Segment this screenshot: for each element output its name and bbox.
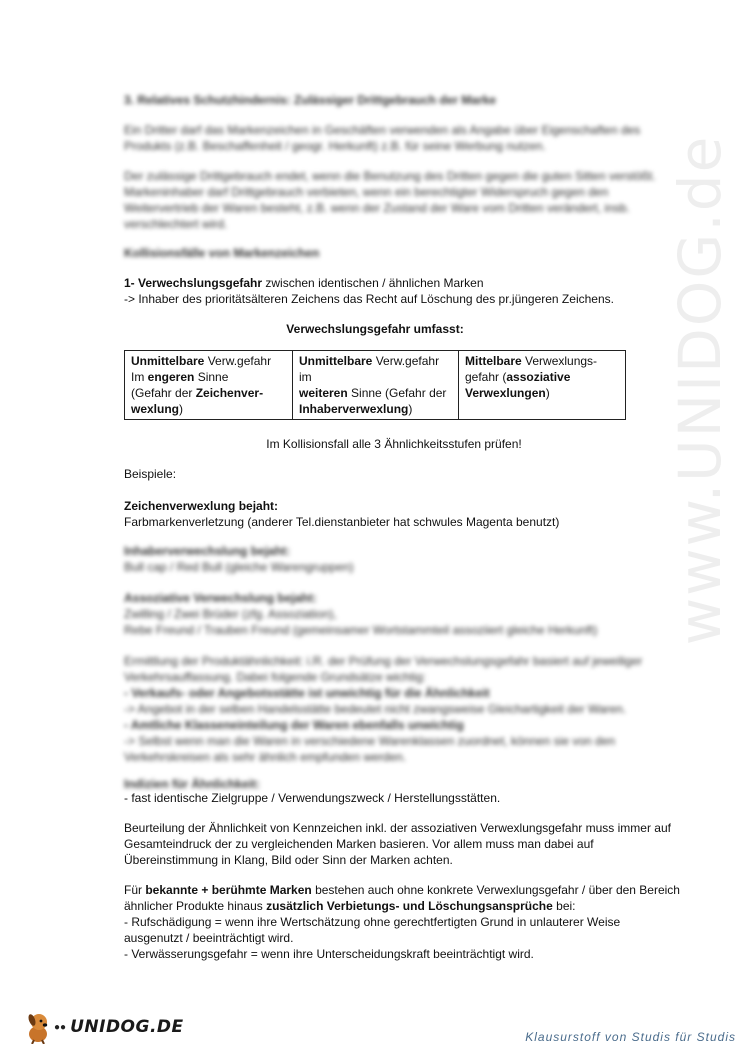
assoz-heading: Assoziative Verwechslung bejaht: — [124, 591, 317, 605]
ermittlung-line: Ermittlung der Produktähnlichkeit: i.R. der Prüfung der Verwechslungsgefahr basiert auf jeweiliger — [124, 654, 643, 668]
indizien-heading: Indizien für Ähnlichkeit: — [124, 777, 261, 791]
paragraph-line: Produkts (z.B. Beschaffenheit / geogr. Herkunft) z.B. für seine Werbung nutzen. — [124, 139, 546, 153]
kollision-heading: Kollisionsfälle von Markenzeichen — [124, 246, 320, 260]
table-cell-mittelbar: Mittelbare Verwexlungs- gefahr (assoziative Verwexlungen) — [465, 354, 598, 400]
zeichen-text: Farbmarkenverletzung (anderer Tel.dienstanbieter hat schwules Magenta benutzt) — [124, 515, 560, 529]
inhaber-text: Bull cap / Red Bull (gleiche Warengruppen) — [124, 560, 354, 574]
ermittlung-line: Verkehrskreisen als sehr ähnlich empfunden werden. — [124, 750, 407, 764]
section1-line: -> Inhaber des prioritätsälteren Zeichens das Recht auf Löschung des pr.jüngeren Zeichens. — [124, 292, 614, 306]
section1-title: 1- Verwechslungsgefahr zwischen identischen / ähnlichen Marken — [124, 276, 484, 290]
bekannt-line: - Rufschädigung = wenn ihre Wertschätzung ohne gerechtfertigten Grund in unlauterer Weise — [124, 915, 621, 929]
ermittlung-line: - Amtliche Klasseneinteilung der Waren ebenfalls unwichtig — [124, 718, 464, 732]
ermittlung-line: - Verkaufs- oder Angebotsstätte ist unwichtig für die Ähnlichkeit — [124, 686, 490, 700]
paw-icon: ●● — [54, 1021, 67, 1033]
paragraph-line: Der zulässige Drittgebrauch endet, wenn die Benutzung des Dritten gegen die guten Sitten verstößt. — [124, 169, 656, 183]
table-caption: Verwechslungsgefahr umfasst: — [286, 322, 464, 336]
zeichen-heading: Zeichenverwexlung bejaht: — [124, 499, 279, 513]
bekannt-line: ausgenutzt / beeinträchtigt wird. — [124, 931, 294, 945]
ermittlung-line: Verkehrsauffassung. Dabei folgende Grundsätze wichtig: — [124, 670, 426, 684]
paragraph-line: Weitervertrieb der Waren besteht, z.B. wenn der Zustand der Ware vom Dritten verändert, insb. — [124, 201, 630, 215]
comparison-table — [124, 350, 626, 420]
beurteilung-line: Gesamteindruck der zu vergleichenden Marken basieren. Vor allem muss man dabei auf — [124, 837, 594, 851]
ermittlung-line: -> Angebot in der selben Handelsstätte bedeutet nicht zwangsweise Gleichartigkeit der Waren. — [124, 702, 627, 716]
paragraph-line: Ein Dritter darf das Markenzeichen in Geschäften verwenden als Angabe über Eigenschaften des — [124, 123, 641, 137]
table-cell-unmittelbar-eng: Unmittelbare Verw.gefahr Im engeren Sinne (Gefahr der Zeichenver- wexlung) — [125, 351, 293, 419]
beispiele-label: Beispiele: — [124, 467, 177, 481]
inhaber-heading: Inhaberverwechslung bejaht: — [124, 544, 291, 558]
footer-slogan: Klausurstoff von Studis für Studis — [525, 1030, 736, 1044]
indizien-line: - fast identische Zielgruppe / Verwendungszweck / Herstellungsstätten. — [124, 791, 501, 805]
table-cell-unmittelbar-weit: Unmittelbare Verw.gefahr im weiteren Sinne (Gefahr der Inhaberverwexlung) — [293, 351, 459, 419]
paragraph-line: Markeninhaber darf Drittgebrauch verbieten, wenn ein berechtigter Widerspruch gegen den — [124, 185, 609, 199]
bekannt-line: Für bekannte + berühmte Marken bestehen auch ohne konkrete Verwexlungsgefahr / über den Bereich — [124, 883, 680, 897]
watermark: www.UNIDOG.de — [666, 134, 734, 646]
assoz-line: Rebe Freund / Trauben Freund (gemeinsamer Wortstammteil assoziiert gleiche Herkunft) — [124, 623, 598, 637]
bekannt-line: ähnlicher Produkte hinaus zusätzlich Verbietungs- und Löschungsansprüche bei: — [124, 899, 576, 913]
bekannt-line: - Verwässerungsgefahr = wenn ihre Unterscheidungskraft beeinträchtigt wird. — [124, 947, 534, 961]
paragraph-line: verschlechtert wird. — [124, 217, 228, 231]
assoz-line: Zwilling / Zwei Brüder (zfg. Assoziation), — [124, 607, 337, 621]
beurteilung-line: Übereinstimmung in Klang, Bild oder Sinn der Marken achten. — [124, 853, 453, 867]
ermittlung-line: -> Selbst wenn man die Waren in verschiedene Warenklassen zuordnet, können sie von den — [124, 734, 616, 748]
section1-title-bold: 1- Verwechslungsgefahr — [124, 276, 263, 290]
kollisionsfall-note: Im Kollisionsfall alle 3 Ähnlichkeitsstufen prüfen! — [266, 437, 522, 451]
section-heading-blurred: 3. Relatives Schutzhindernis: Zulässiger Drittgebrauch der Marke — [124, 93, 497, 107]
logo-text: UNIDOG.DE — [70, 1017, 184, 1037]
beurteilung-line: Beurteilung der Ähnlichkeit von Kennzeichen inkl. der assoziativen Verwexlungsgefahr muss immer auf — [124, 821, 671, 835]
dog-icon — [22, 1010, 56, 1044]
unidog-logo — [22, 1010, 184, 1044]
